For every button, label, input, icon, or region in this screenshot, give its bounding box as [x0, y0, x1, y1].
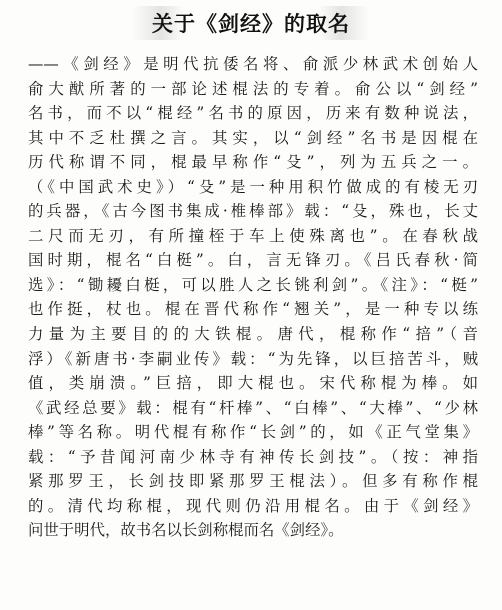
text-line: 也作挺，杖也。棍在晋代称作“翘关”，是一种专以练 [28, 300, 478, 319]
text-line: 紧那罗王，长剑技即紧那罗王棍法）。但多有称作棍 [28, 472, 478, 491]
text-line: 《武经总要》载：棍有“杆棒”、“白棒”、“大棒”、“少林 [28, 398, 478, 417]
text-line: ——《剑经》是明代抗倭名将、俞派少林武术创始人 [28, 55, 478, 73]
text-line: 载：“予昔闻河南少林寺有神传长剑技”。（按：神指 [28, 447, 478, 466]
text-line: 的兵器，《古今图书集成·椎棒部》载：“殳，殊也，长丈 [28, 202, 478, 221]
text-line: 俞大猷所著的一部论述棍法的专着。俞公以“剑经” [28, 79, 478, 98]
text-line: 名书，而不以“棍经”名书的原因，历来有数种说法， [28, 104, 478, 123]
article-body [28, 52, 478, 543]
text-line: 棒”等名称。明代棍有称作“长剑”的，如《正气堂集》 [28, 423, 478, 442]
text-line: 历代称谓不同，棍最早称作“殳”，列为五兵之一。 [28, 153, 478, 172]
text-line: 选》：“锄耰白梃，可以胜人之长铫利剑”。《注》：“梃” [28, 275, 478, 294]
title-area [0, 6, 502, 40]
text-line: 浮）《新唐书·李嗣业传》载：“为先锋，以巨掊苦斗，贼 [28, 349, 478, 368]
text-line: 值，类崩溃。”巨掊，即大棍也。宋代称棍为棒。如 [28, 374, 478, 393]
text-line: 国时期，棍名“白梃”。白，言无锋刃。《吕氏春秋·简 [28, 251, 478, 270]
text-line: 力量为主要目的的大铁棍。唐代，棍称作“掊”（音 [28, 325, 478, 344]
text-line: 问世于明代，故书名以长剑称棍而名《剑经》。 [28, 521, 344, 540]
text-line: 二尺而无刃，有所撞桎于车上使殊离也”。在春秋战 [28, 226, 478, 245]
text-line: （《中国武术史》）“殳”是一种用积竹做成的有棱无刃 [28, 177, 478, 196]
text-line: 的。清代均称棍，现代则仍沿用棍名。由于《剑经》 [28, 496, 478, 515]
page-title: 关于《剑经》的取名 [132, 6, 370, 40]
text-line: 其中不乏杜撰之言。其实，以“剑经”名书是因棍在 [28, 128, 478, 147]
